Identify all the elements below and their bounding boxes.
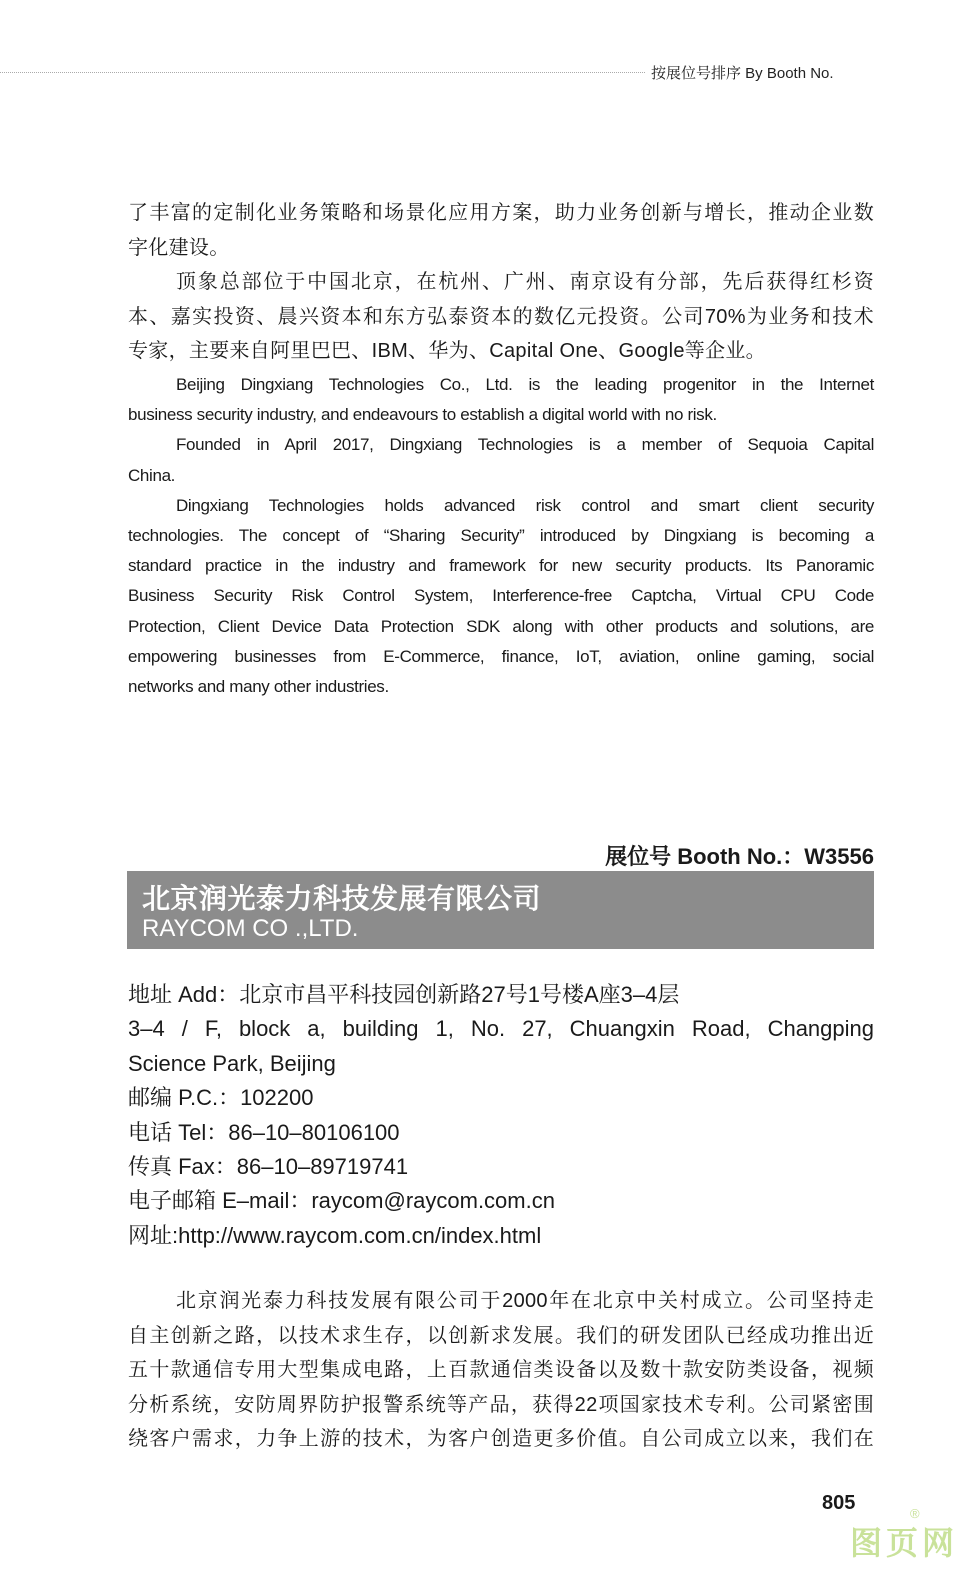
watermark-logo (850, 1506, 959, 1564)
text-line: empowering businesses from E-Commerce, finance, IoT, aviation, online gaming, social (128, 646, 874, 666)
text-line: 本、嘉实投资、晨兴资本和东方弘泰资本的数亿元投资。公司70%为业务和技术 (128, 305, 874, 328)
text-line: 自主创新之路，以技术求生存，以创新求发展。我们的研发团队已经成功推出近 (128, 1324, 874, 1347)
company-description (128, 1284, 874, 1457)
fax: 传真 Fax：86–10–89719741 (128, 1154, 409, 1180)
address-cn: 地址 Add：北京市昌平科技园创新路27号1号楼A座3–4层 (128, 982, 680, 1007)
telephone: 电话 Tel：86–10–80106100 (128, 1119, 400, 1145)
text-line: 专家，主要来自阿里巴巴、IBM、华为、Capital One、Google等企业。 (128, 340, 766, 362)
company-name-cn: 北京润光泰力科技发展有限公司 (142, 883, 542, 914)
text-line: 五十款通信专用大型集成电路，上百款通信类设备以及数十款安防类设备，视频 (128, 1359, 874, 1381)
text-line: 绕客户需求，力争上游的技术，为客户创造更多价值。自公司成立以来，我们在 (128, 1428, 874, 1450)
website[interactable]: 网址:http://www.raycom.com.cn/index.html (128, 1222, 542, 1248)
address-en: Science Park, Beijing (128, 1050, 336, 1076)
text-line: 顶象总部位于中国北京，在杭州、广州、南京设有分部，先后获得红杉资 (176, 271, 874, 293)
text-line: standard practice in the industry and framework for new security products. Its Panoramic (128, 556, 874, 576)
prev-en-text (128, 370, 874, 702)
company-title-band (127, 871, 874, 949)
address-en: 3–4 / F, block a, building 1, No. 27, Chuangxin Road, Changping (128, 1016, 874, 1042)
text-line: 了丰富的定制化业务策略和场景化应用方案，助力业务创新与增长，推动企业数 (128, 202, 874, 224)
text-line: Beijing Dingxiang Technologies Co., Ltd. is the leading progenitor in the Internet (176, 375, 874, 394)
text-line: business security industry, and endeavours to establish a digital world with no risk. (128, 405, 717, 425)
text-line: Founded in April 2017, Dingxiang Technologies is a member of Sequoia Capital (176, 435, 874, 455)
text-line: networks and many other industries. (128, 677, 389, 697)
text-line: China. (128, 465, 176, 485)
text-line: Dingxiang Technologies holds advanced risk control and smart client security (176, 495, 874, 515)
header-rule (0, 72, 645, 73)
page-number: 805 (822, 1492, 856, 1514)
text-line: Business Security Risk Control System, Interference-free Captcha, Virtual CPU Code (128, 586, 874, 606)
text-line: 分析系统，安防周界防护报警系统等产品，获得22项国家技术专利。公司紧密围 (128, 1393, 874, 1416)
watermark-text: 图页网 (850, 1525, 959, 1561)
prev-cn-text (128, 196, 874, 369)
section-header: 按展位号排序 By Booth No. (651, 65, 834, 82)
email[interactable]: 电子邮箱 E–mail：raycom@raycom.com.cn (128, 1188, 555, 1214)
booth-number: 展位号 Booth No.：W3556 (605, 844, 874, 869)
contact-info (128, 978, 874, 1253)
text-line: 北京润光泰力科技发展有限公司于2000年在北京中关村成立。公司坚持走 (176, 1290, 874, 1312)
text-line: 字化建设。 (128, 236, 230, 259)
postcode: 邮编 P.C.：102200 (128, 1085, 314, 1111)
company-name-en: RAYCOM CO .,LTD. (142, 915, 359, 942)
text-line: technologies. The concept of “Sharing Security” introduced by Dingxiang is becoming a (128, 526, 874, 546)
registered-icon: ® (910, 1506, 924, 1521)
text-line: Protection, Client Device Data Protection SDK along with other products and solutions, are (128, 616, 874, 636)
